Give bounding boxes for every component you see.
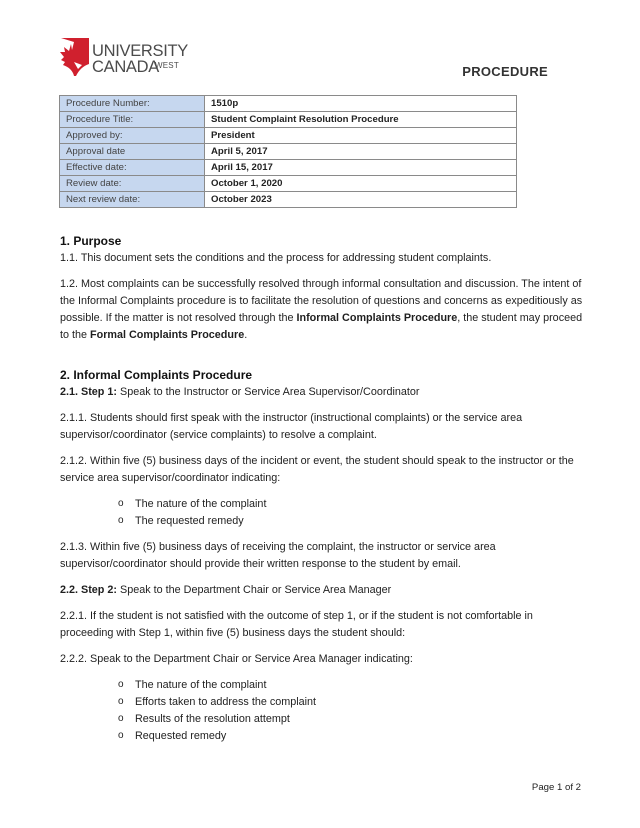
list-item: o Requested remedy [118,728,584,745]
paragraph-1-1: 1.1. This document sets the conditions and the process for addressing student complaints. [60,252,492,264]
info-label: Next review date: [60,192,205,208]
maple-leaf-icon [59,38,89,76]
paragraph-2-2-1: 2.2.1. If the student is not satisfied with the outcome of step 1, or if the student is not comfortable in proceeding with Step 1, within five (5) business days the student should: [60,610,533,639]
info-row [60,176,517,192]
logo-line-canada: CANADA [92,58,159,76]
list-item: o Results of the resolution attempt [118,711,584,728]
page-number: Page 1 of 2 [531,782,581,793]
info-value: October 1, 2020 [205,176,282,191]
info-label: Procedure Title: [60,112,205,128]
list-item: o The nature of the complaint [118,496,584,513]
paragraph-2-1-3: 2.1.3. Within five (5) business days of receiving the complaint, the instructor or service area supervisor/coordinator should provide their written response to the student by email. [60,541,496,570]
purpose-heading: 1. Purpose [60,234,122,248]
info-value: April 5, 2017 [205,144,268,159]
document-type-heading: PROCEDURE [462,64,548,79]
list-item: o The nature of the complaint [118,677,584,694]
info-label: Approved by: [60,128,205,144]
info-value-cell [205,192,517,208]
paragraph-1-2: 1.2. Most complaints can be successfully resolved through informal consultation and discussion. The intent of the Informal Complaints procedure is to facilitate the resolution of questions and concerns as expeditiously as possible. If the matter is not resolved through the Informal Complaints Procedure, the student may proceed to the Formal Complaints Procedure. [60,278,583,341]
paragraph-2-1-1: 2.1.1. Students should first speak with the instructor (instructional complaints) or the service area supervisor/coordinator (service complaints) to resolve a complaint. [60,412,523,441]
info-row [60,112,517,128]
procedure-info-table [59,95,517,208]
info-value-cell [205,128,517,144]
formal-procedure-ref: Formal Complaints Procedure [90,329,245,341]
info-row [60,160,517,176]
info-value: April 15, 2017 [205,160,273,175]
paragraph-2-2-2: 2.2.2. Speak to the Department Chair or Service Area Manager indicating: [60,653,413,665]
info-value-cell [205,144,517,160]
step-2-list [60,677,584,745]
document-body [60,233,584,745]
info-value: October 2023 [205,192,272,207]
info-value-cell [205,96,517,112]
info-label: Effective date: [60,160,205,176]
info-value-cell [205,160,517,176]
info-row [60,192,517,208]
informal-heading: 2. Informal Complaints Procedure [60,368,253,382]
list-item: o The requested remedy [118,513,584,530]
informal-procedure-ref: Informal Complaints Procedure [296,312,458,324]
step-1-list [60,496,584,530]
step-1-line: 2.1. Step 1: Speak to the Instructor or Service Area Supervisor/Coordinator [60,386,420,398]
info-value: 1510p [205,96,238,111]
list-item: o Efforts taken to address the complaint [118,694,584,711]
step-2-line: 2.2. Step 2: Speak to the Department Chair or Service Area Manager [60,584,392,596]
info-value-cell [205,176,517,192]
logo-line-west: WEST [155,61,179,70]
info-row [60,128,517,144]
info-row [60,96,517,112]
paragraph-2-1-2: 2.1.2. Within five (5) business days of the incident or event, the student should speak to the instructor or the service area supervisor/coordinator indicating: [60,455,574,484]
university-logo [59,38,189,80]
info-label: Procedure Number: [60,96,205,112]
info-value: Student Complaint Resolution Procedure [205,112,399,127]
info-label: Review date: [60,176,205,192]
info-label: Approval date [60,144,205,160]
info-value-cell [205,112,517,128]
logo-line-university: UNIVERSITY [92,42,189,60]
info-value: President [205,128,255,143]
info-row [60,144,517,160]
